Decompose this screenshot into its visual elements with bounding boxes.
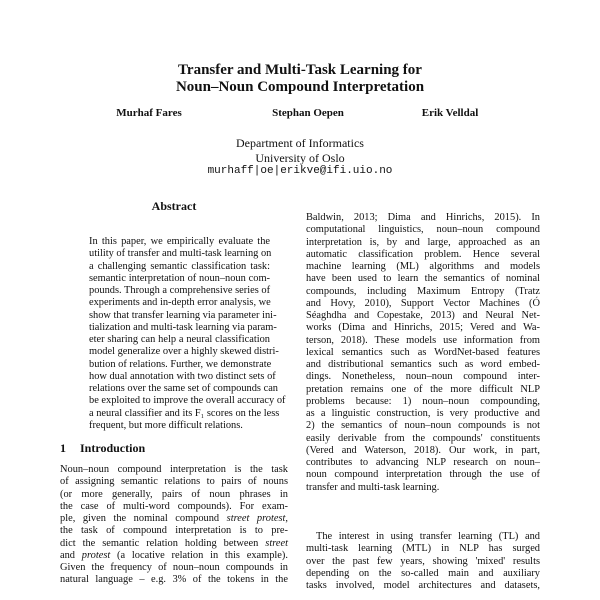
text-line: Baldwin, 2013; Dima and Hinrichs, 2015). In (306, 212, 540, 223)
text-line: show that transfer learning via parameter ini- (89, 309, 277, 321)
text-line: compounds, including Maximum Entropy (Tratz (306, 285, 540, 297)
text-line: natural language – e.g. 3% of the tokens in the (60, 574, 288, 586)
text-line: a challenging semantic classification task: (89, 260, 270, 272)
text-line: semantic interpretation of noun–noun com- (89, 272, 270, 284)
text-line: as a linguistic construction, is very productive and (306, 408, 540, 419)
email: murhaff|oe|erikve@ifi.uio.no (207, 165, 393, 177)
text-line: In this paper, we empirically evaluate the (89, 236, 270, 247)
author: Stephan Oepen (272, 107, 344, 119)
text-line: model generalize over a highly skewed distri- (89, 346, 279, 358)
department: Department of Informatics (236, 136, 364, 150)
text-line: experiments and in-depth error analysis, we (89, 297, 271, 309)
text-line: dings. Nonetheless, noun–noun compound inter- (306, 371, 540, 383)
text-line: how dual annotation with two distinct sets of (89, 370, 276, 382)
paper-title-line-2: Noun–Noun Compound Interpretation (175, 79, 425, 95)
author: Murhaf Fares (116, 107, 182, 119)
introduction-body (60, 464, 288, 587)
text-line: pounds. Through a comprehensive series of (89, 285, 271, 296)
text-line: over the past few years, showing 'mixed' results (306, 555, 540, 567)
text-line: eter sharing can help a neural classification (89, 334, 270, 345)
text-line: terson, 2018). These models use information from (306, 334, 540, 346)
right-column-paragraph-1 (306, 212, 540, 494)
text-line: ple, given the nominal compound street protest, (60, 513, 288, 524)
text-line: 2) the semantics of noun–noun compounds is not (306, 420, 540, 432)
text-line: machine learning (ML) algorithms and models (306, 261, 540, 272)
text-line: a neural classifier and its F₁ scores on the less (89, 407, 280, 419)
text-line: noun compound interpretation through the use of (306, 469, 540, 481)
text-line: (Vered and Waterson, 2018). Our work, in part, (306, 444, 540, 456)
text-line: multi-task learning (MTL) in NLP has surged (306, 543, 540, 555)
text-line: be exploited to improve the overall accuracy of (89, 395, 286, 407)
text-line: computational linguistics, noun–noun compound (306, 224, 540, 236)
text-line: and protest (a locative relation in this example). (60, 549, 288, 561)
text-line: easily derivable from the compounds' constituents (306, 432, 540, 444)
text-line: and Hovy, 2010), Support Vector Machines (Ó (306, 297, 540, 309)
italic-term: protest (81, 549, 111, 561)
text-line: tasks involved, model architectures and datasets, (306, 580, 540, 591)
author: Erik Velldal (421, 107, 479, 119)
abstract-body (89, 236, 286, 432)
paper-title-line-1: Transfer and Multi-Task Learning for (178, 62, 422, 78)
text-line: depending on the so-called main and auxiliary (306, 567, 540, 579)
italic-term: street protest (226, 513, 286, 524)
text-line: utility of transfer and multi-task learning on (89, 248, 272, 260)
text-line: automatic classification problem. Hence several (306, 248, 540, 260)
text-line: frequent, but more difficult relations. (89, 419, 243, 431)
text-line: interpretation is, by and large, approached as an (306, 236, 540, 248)
text-line: dict the semantic relation holding between street (60, 537, 288, 549)
section-number: 1 (60, 441, 66, 455)
section-heading-introduction (60, 441, 145, 456)
italic-term: street (265, 537, 288, 549)
text-line: the case of multi-word compounds). For exam- (60, 500, 288, 512)
text-line: the task of compound interpretation is to pre- (60, 525, 288, 537)
text-line: Given the frequency of noun–noun compounds in (60, 562, 288, 573)
text-line: problems because: 1) noun–noun compounding, (306, 395, 540, 407)
text-line: tialization and multi-task learning via param- (89, 321, 277, 333)
text-line: and distributional semantics such as word embed- (306, 359, 540, 370)
text-line: pretation remains one of the more difficult NLP (306, 383, 540, 395)
text-line: (or more generally, pairs of noun phrases in (60, 488, 288, 500)
text-line: of assigning semantic relations to pairs of nouns (60, 476, 288, 488)
text-line: transfer and multi-task learning. (306, 481, 440, 493)
text-line: The interest in using transfer learning (TL) and (316, 531, 540, 542)
text-line: lexical semantics such as WordNet-based features (306, 346, 540, 358)
abstract-heading: Abstract (151, 199, 197, 213)
text-line: contributes to advancing NLP research on noun– (306, 457, 540, 468)
section-title: Introduction (80, 441, 146, 455)
right-column-paragraph-2 (306, 531, 540, 592)
text-line: relations over the same set of compounds can (89, 383, 278, 394)
text-line: Noun–noun compound interpretation is the task (60, 464, 288, 475)
text-line: Séaghdha and Copestake, 2013) and Neural Net- (306, 310, 540, 321)
university: University of Oslo (255, 151, 345, 165)
text-line: have been used to learn the semantics of nominal (306, 273, 540, 285)
text-line: bution of relations. Further, we demonstrate (89, 358, 272, 370)
text-line: works (Dima and Hinrichs, 2015; Vered and Wa- (306, 322, 540, 334)
